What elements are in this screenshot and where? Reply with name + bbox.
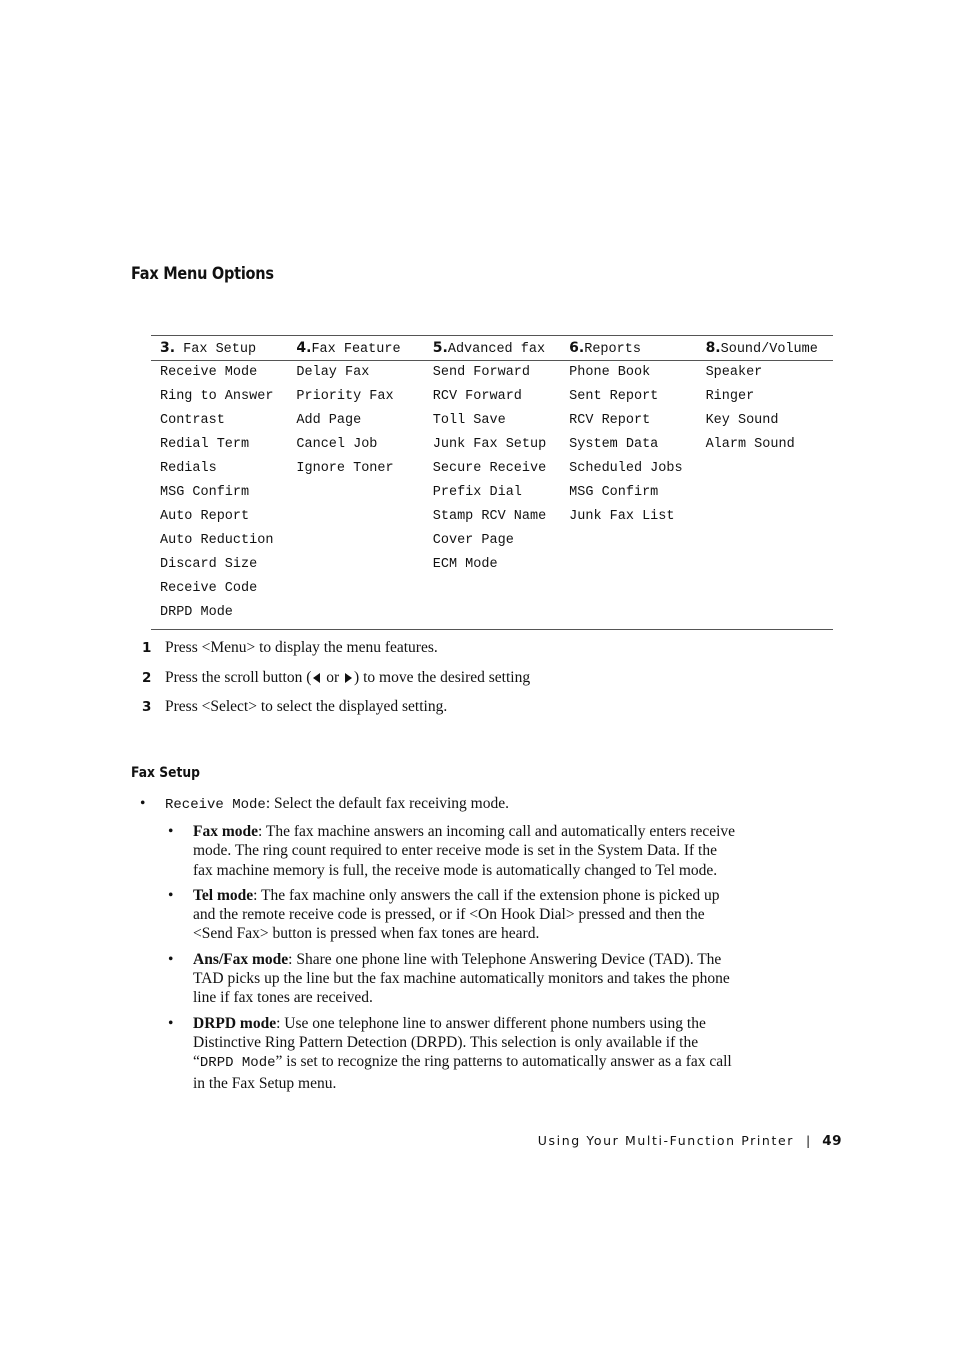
menu-item: Speaker	[705, 365, 763, 380]
bullet-dot: •	[168, 950, 174, 968]
menu-column-advanced-fax	[424, 361, 560, 625]
menu-column-fax-feature	[287, 361, 423, 625]
steps-list	[142, 637, 530, 726]
scroll-right-arrow-icon	[345, 673, 352, 683]
menu-header-advanced-fax: 5.Advanced fax	[432, 339, 546, 357]
menu-item: Junk Fax List	[569, 509, 675, 524]
menu-item: Contrast	[160, 413, 225, 428]
footer-separator: |	[805, 1133, 811, 1148]
menu-column-sound-volume	[697, 361, 833, 625]
menu-item: RCV Forward	[432, 389, 522, 404]
menu-item: DRPD Mode	[160, 605, 233, 620]
step-number: 1	[142, 640, 152, 656]
menu-item: Toll Save	[432, 413, 506, 428]
menu-item: Junk Fax Setup	[432, 437, 547, 452]
step-number: 2	[142, 669, 152, 686]
menu-column-fax-setup	[151, 361, 287, 625]
step-1	[142, 637, 530, 667]
menu-item: Cancel Job	[296, 437, 378, 452]
menu-item: Priority Fax	[296, 389, 394, 404]
section-title: Fax Menu Options	[131, 264, 274, 283]
fax-menu-table	[151, 335, 833, 630]
menu-item: Scheduled Jobs	[569, 461, 683, 476]
menu-item: MSG Confirm	[569, 485, 659, 500]
menu-item: Redials	[160, 461, 217, 476]
receive-mode-bullet: • Receive Mode: Select the default fax receiving mode.	[140, 795, 509, 813]
menu-header-reports: 6.Reports	[569, 339, 641, 357]
menu-item: System Data	[569, 437, 659, 452]
menu-item: Phone Book	[569, 365, 651, 380]
menu-item: Ignore Toner	[296, 461, 394, 476]
menu-item: Alarm Sound	[705, 437, 795, 452]
step-3	[142, 696, 530, 726]
menu-item: Send Forward	[432, 365, 530, 380]
page-number: 49	[822, 1133, 842, 1149]
menu-item: Add Page	[296, 413, 362, 428]
menu-item: ECM Mode	[432, 557, 498, 572]
menu-item: MSG Confirm	[160, 485, 250, 500]
menu-column-reports	[560, 361, 696, 625]
step-2	[142, 667, 530, 697]
menu-table-header	[151, 336, 833, 361]
menu-item: RCV Report	[569, 413, 651, 428]
fax-mode-item: • Fax mode: The fax machine answers an incoming call and automatically enters receive mode. The ring count required to enter receive mode is set in the System Data. If the fax machine memory is full, the receive mode is automatically changed to Tel mode.	[168, 823, 736, 879]
menu-item: Ringer	[705, 389, 755, 404]
ans-fax-mode-item: • Ans/Fax mode: Share one phone line with Telephone Answering Device (TAD). The TAD picks up the line but the fax machine automatically monitors and takes the phone line if fax tones are received.	[168, 950, 730, 1007]
menu-item: Key Sound	[705, 413, 779, 428]
menu-item: Discard Size	[160, 557, 258, 572]
menu-item: Delay Fax	[296, 365, 370, 380]
footer-title: Using Your Multi-Function Printer	[537, 1133, 794, 1148]
step-text: Press <Menu> to display the menu features.	[165, 639, 438, 656]
drpd-mode-item: • DRPD mode: Use one telephone line to answer different phone numbers using the Distinctive Ring Pattern Detection (DRPD). This selection is only available if the “DRPD Mode” is set to recognize the ring patterns to automatically answer as a fax call in the Fax Setup menu.	[168, 1014, 732, 1092]
tel-mode-item: • Tel mode: The fax machine only answers the call if the extension phone is picked up and the remote receive code is pressed, or if <On Hook Dial> pressed and then the <Send Fax> button is pressed when fax tones are heard.	[168, 886, 720, 943]
menu-item: Auto Reduction	[160, 533, 274, 548]
menu-table-body	[151, 361, 833, 629]
scroll-left-arrow-icon	[313, 673, 320, 683]
menu-header-fax-setup: 3. Fax Setup	[160, 339, 257, 357]
menu-item: Auto Report	[160, 509, 250, 524]
menu-item: Secure Receive	[432, 461, 547, 476]
menu-item: Stamp RCV Name	[432, 509, 547, 524]
bullet-dot: •	[168, 823, 174, 840]
menu-item: Redial Term	[160, 437, 250, 452]
menu-header-sound-volume: 8.Sound/Volume	[705, 339, 818, 357]
step-text: Press the scroll button ( or ) to move the desired setting	[165, 668, 531, 686]
menu-item: Prefix Dial	[432, 485, 522, 500]
fax-setup-heading: Fax Setup	[131, 765, 200, 781]
menu-item: Sent Report	[569, 389, 659, 404]
menu-item: Cover Page	[432, 533, 514, 548]
step-text: Press <Select> to select the displayed setting.	[165, 698, 448, 715]
bullet-dot: •	[168, 1014, 174, 1032]
menu-item: Receive Code	[160, 581, 258, 596]
page-footer	[0, 1133, 842, 1149]
menu-item: Ring to Answer	[160, 389, 274, 404]
menu-header-fax-feature: 4.Fax Feature	[296, 339, 401, 357]
menu-item: Receive Mode	[160, 365, 258, 380]
step-number: 3	[142, 699, 152, 715]
receive-mode-options	[168, 822, 738, 1099]
bullet-dot: •	[140, 795, 146, 812]
bullet-dot: •	[168, 886, 174, 904]
